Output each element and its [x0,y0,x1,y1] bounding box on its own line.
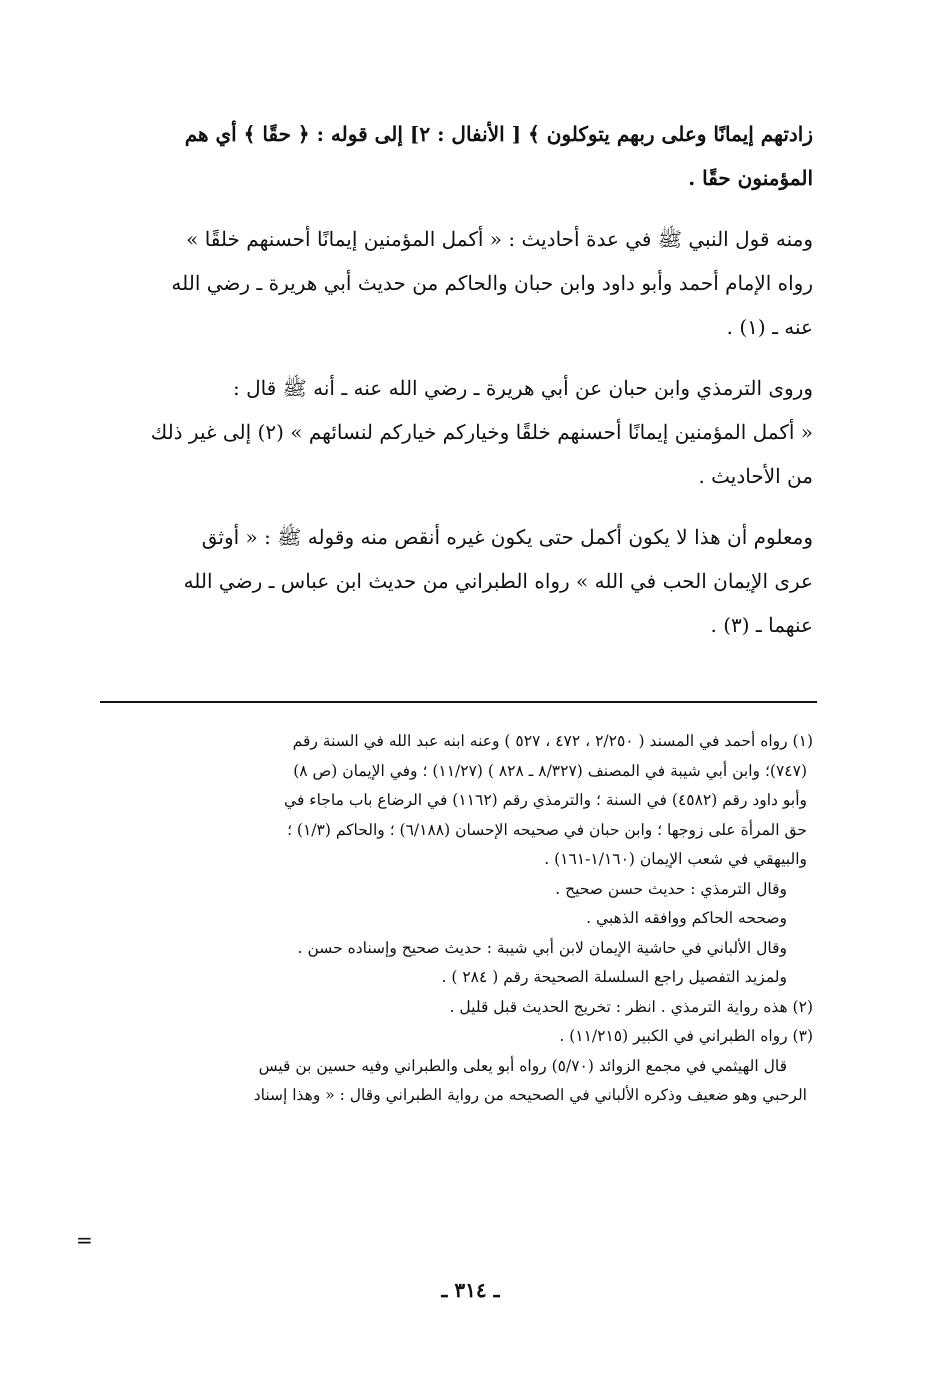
footnote-line: (٢) هذه رواية الترمذي . انظر : تخريج الحديث قبل قليل . [449,997,813,1016]
footnote-line: وصححه الحاكم ووافقه الذهبي . [586,909,787,927]
text-line: ومنه قول النبي ﷺ في عدة أحاديث : « أكمل المؤمنين إيمانًا أحسنهم خلقًا » [186,227,813,251]
footnote-line: والبيهقي في شعب الإيمان (١/١٦٠-١٦١) . [544,850,807,868]
paragraph-2 [100,217,813,349]
text-line: عنهما ـ (٣) . [710,613,813,637]
text-line: عرى الإيمان الحب في الله » رواه الطبراني من حديث ابن عباس ـ رضي الله [183,569,813,593]
text-line: عنه ـ (١) . [726,315,813,339]
footnote-line: ولمزيد التفصيل راجع السلسلة الصحيحة رقم ( ٢٨٤ ) . [441,968,787,986]
footnote-line: (٣) رواه الطبراني في الكبير (١١/٢١٥) . [559,1027,813,1045]
text-line: ومعلوم أن هذا لا يكون أكمل حتى يكون غيره أنقص منه وقوله ﷺ : « أوثق [201,525,813,549]
page-number: ـ ٣١٤ ـ [441,1278,500,1302]
text-line: المؤمنون حقًا . [688,166,813,190]
paragraph-1 [100,112,813,200]
text-line: وروى الترمذي وابن حبان عن أبي هريرة ـ رضي الله عنه ـ أنه ﷺ قال : [232,376,813,400]
footnotes [108,727,813,1111]
footnote-separator [100,701,817,703]
footnote-line: وقال الألباني في حاشية الإيمان لابن أبي شيبة : حديث صحيح وإسناده حسن . [297,938,787,957]
footnote-line: الرحبي وهو ضعيف وذكره الألباني في الصحيحه من رواية الطبراني وقال : « وهذا إسناد [253,1086,807,1104]
text-line: رواه الإمام أحمد وأبو داود وابن حبان والحاكم من حديث أبي هريرة ـ رضي الله [171,271,813,295]
continuation-mark: = [76,1228,93,1252]
footnote-line: (٧٤٧)؛ وابن أبي شيبة في المصنف (٨/٣٢٧ ـ ٨٢٨ ) (١١/٢٧) ؛ وفي الإيمان (ص ٨) [293,761,807,780]
text-line: زادتهم إيمانًا وعلى ربهم يتوكلون ﴾ [ الأنفال : ٢] إلى قوله : ﴿ حقًا ﴾ أي هم [184,122,813,146]
footnote-line: قال الهيثمي في مجمع الزوائد (٥/٧٠) رواه أبو يعلى والطبراني وفيه حسين بن قيس [258,1056,787,1075]
footnote-line: وقال الترمذي : حديث حسن صحيح . [555,879,787,898]
text-line: « أكمل المؤمنين إيمانًا أحسنهم خلقًا وخياركم خياركم لنسائهم » (٢) إلى غير ذلك [150,420,813,444]
footnote-line: حق المرأة على زوجها ؛ وابن حبان في صحيحه الإحسان (٦/١٨٨) ؛ والحاكم (١/٣) ؛ [287,820,807,839]
text-line: من الأحاديث . [698,464,813,488]
paragraph-3 [100,366,813,498]
main-text [100,112,813,664]
footnote-line: وأبو داود رقم (٤٥٨٢) في السنة ؛ والترمذي رقم (١١٦٢) في الرضاع باب ماجاء في [284,791,807,809]
footnote-line: (١) رواه أحمد في المسند ( ٢/٢٥٠ ، ٤٧٢ ، ٥٢٧ ) وعنه ابنه عبد الله في السنة رقم [292,732,813,750]
paragraph-4 [100,515,813,647]
